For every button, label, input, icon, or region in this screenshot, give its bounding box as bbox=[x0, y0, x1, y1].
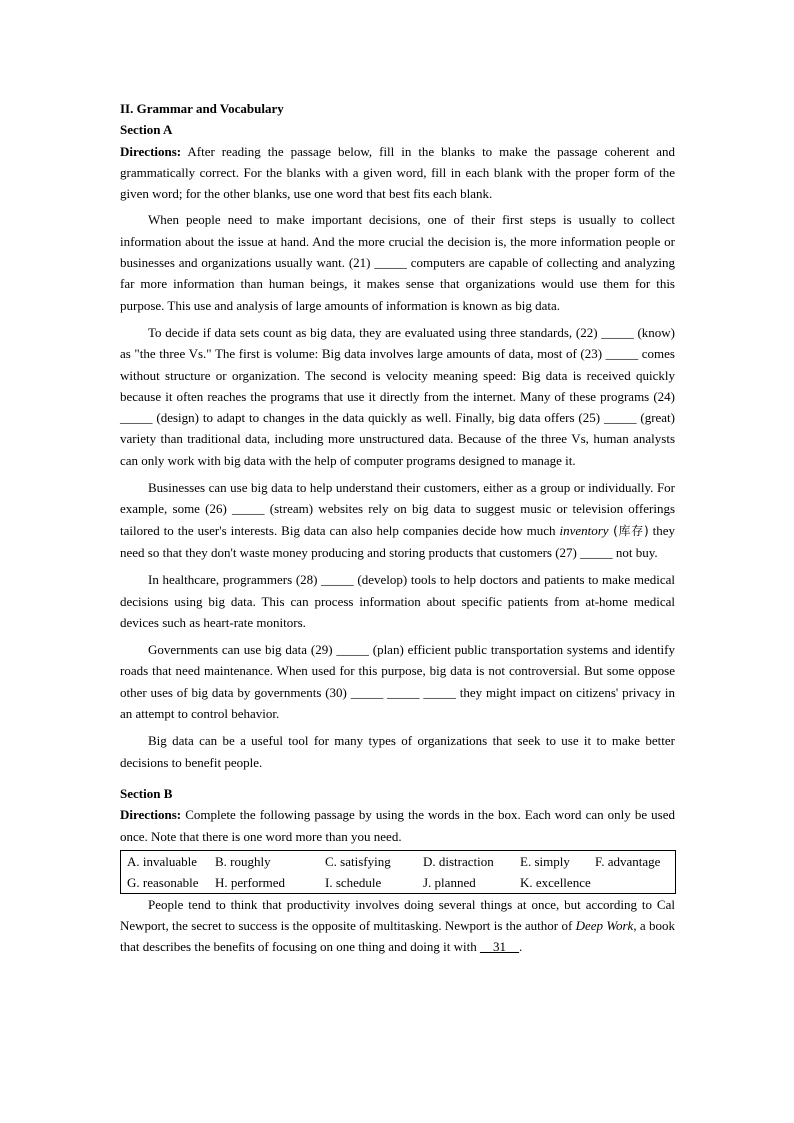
section-b-title: Section B bbox=[120, 785, 173, 801]
section-a-directions bbox=[120, 141, 675, 205]
section-a-title: Section A bbox=[120, 122, 173, 138]
word-option: G. reasonable bbox=[127, 874, 199, 890]
inventory-term: inventory bbox=[559, 522, 609, 538]
section-b-text-b: , a book that describes the benefits of focusing on one thing and doing it with bbox=[120, 918, 675, 955]
passage-paragraph-6: Big data can be a useful tool for many types of organizations that seek to use it to make better decisions to benefit people. bbox=[120, 733, 675, 770]
word-option: K. excellence bbox=[520, 874, 591, 890]
directions-text: Complete the following passage by using the words in the box. Each word can only be used once. Note that there is one word more than you need. bbox=[120, 807, 675, 844]
directions-text: After reading the passage below, fill in the blanks to make the passage coherent and grammatically correct. For the blanks with a given word, fill in each blank with the proper form of the given word; for the other blanks, use one word that best fits each blank. bbox=[120, 143, 675, 202]
directions-label: Directions: bbox=[120, 143, 182, 159]
word-option: H. performed bbox=[215, 874, 286, 890]
section-b-text-a: People tend to think that productivity involves doing several things at once, but according to Cal Newport, the secret to success is the opposite of multitasking. Newport is the author of bbox=[120, 896, 675, 934]
worksheet-page bbox=[120, 98, 675, 964]
paragraph-3-text-b: they need so that they don't waste money producing and storing products that customers (27) _____ not buy. bbox=[120, 522, 675, 560]
word-option: E. simply bbox=[520, 853, 570, 869]
book-title: Deep Work bbox=[575, 918, 634, 934]
word-box bbox=[120, 850, 676, 894]
section-b-text-end: . bbox=[518, 939, 523, 955]
word-option: I. schedule bbox=[325, 874, 382, 890]
passage-paragraph-5: Governments can use big data (29) _____ (plan) efficient public transportation systems and identify roads that need maintenance. When used for this purpose, big data is not controversial. But some oppose other uses of big data by governments (30) _____ _____ _____ they might impact on citizens' privacy in an attempt to control behavior. bbox=[120, 642, 675, 722]
section-b-directions bbox=[120, 804, 675, 847]
word-option: D. distraction bbox=[423, 853, 494, 869]
word-option: A. invaluable bbox=[127, 853, 198, 869]
word-option: J. planned bbox=[423, 874, 476, 890]
word-option: B. roughly bbox=[215, 853, 271, 869]
section-b-passage-paragraph-1 bbox=[120, 894, 675, 958]
part-title: II. Grammar and Vocabulary bbox=[120, 101, 284, 116]
paragraph-3-text-a: Businesses can use big data to help understand their customers, either as a group or individually. For example, some (26) _____ (stream) websites rely on big data to suggest music or television offerings tailored to the user's interests. Big data can also help companies decide how much bbox=[120, 480, 675, 538]
word-option: F. advantage bbox=[595, 853, 661, 869]
passage-paragraph-4: In healthcare, programmers (28) _____ (develop) tools to help doctors and patients to make medical decisions using big data. This can process information about specific patients from at-home medical devices such as heart-rate monitors. bbox=[120, 572, 675, 630]
blank-31[interactable]: __31__ bbox=[479, 939, 519, 955]
directions-label: Directions: bbox=[120, 807, 182, 823]
word-option: C. satisfying bbox=[325, 853, 391, 869]
passage-paragraph-1: When people need to make important decisions, one of their first steps is usually to collect information about the issue at hand. And the more crucial the decision is, the more information people or businesses and organizations usually want. (21) _____ computers are capable of collecting and analyzing far more information than human beings, it makes sense that organizations would use them for this purpose. This use and analysis of large amounts of information is known as big data. bbox=[120, 212, 675, 313]
passage-paragraph-2: To decide if data sets count as big data, they are evaluated using three standards, (22) _____ (know) as "the three Vs." The first is volume: Big data involves large amounts of data, most of (23) _____ comes without structure or organization. The second is velocity meaning speed: Big data is received quickly because it often reaches the programs that use it directly from the internet. Many of these programs (24) _____ (design) to adapt to changes in the data quickly as well. Finally, big data offers (25) _____ (great) variety than traditional data, including more unstructured data. Because of the three Vs, human analysts can only work with big data with the help of computer programs designed to manage it. bbox=[120, 324, 675, 468]
passage-paragraph-3 bbox=[120, 477, 675, 563]
inventory-gloss: (库存) bbox=[608, 523, 649, 538]
